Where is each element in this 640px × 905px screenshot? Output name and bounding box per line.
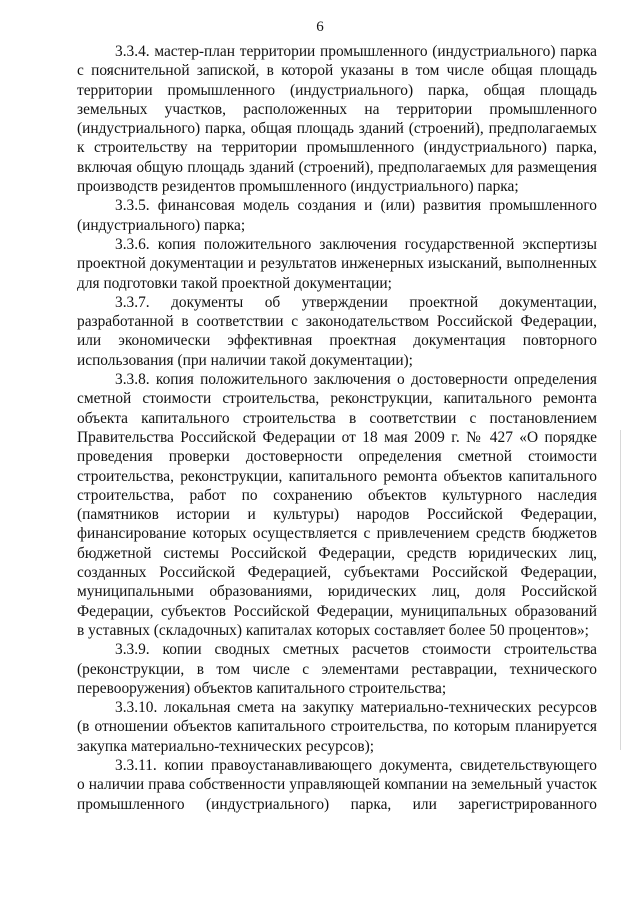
text-line: земельных участков, расположенных на территории промышленного <box>77 100 597 118</box>
text-line: 3.3.10. локальная смета на закупку материально-технических ресурсов <box>115 699 597 717</box>
text-line: созданных Российской Федерацией, субъектами Российской Федерации, <box>77 564 597 582</box>
text-line: бюджетной системы Российской Федерации, средств юридических лиц, <box>77 544 597 562</box>
text-line: перевооружения) объектов капитального строительства; <box>77 679 447 697</box>
text-line: производств резидентов промышленного (индустриального) парка; <box>77 178 519 196</box>
text-line: к строительству на территории промышленного (индустриального) парка, <box>77 139 597 157</box>
text-line: включая общую площадь зданий (строений), предполагаемых для размещения <box>77 158 597 176</box>
paragraph-p3311 <box>77 756 597 814</box>
text-line: сметной стоимости строительства, реконструкции, капитального ремонта <box>77 390 597 408</box>
text-line: закупка материально-технических ресурсов); <box>77 737 374 755</box>
text-line: финансирование которых осуществляется с привлечением средств бюджетов <box>77 525 597 543</box>
text-line: территории промышленного (индустриального) парка, общая площадь <box>77 81 597 99</box>
text-line: 3.3.5. финансовая модель создания и (или) развития промышленного <box>115 197 597 215</box>
text-line: Федерации, субъектов Российской Федерации, муниципальных образований <box>77 602 597 620</box>
paragraph-p339 <box>77 640 597 698</box>
paragraph-p338 <box>77 370 597 640</box>
text-line: проектной документации и результатов инженерных изысканий, выполненных <box>77 255 597 273</box>
scan-edge-line <box>620 430 621 750</box>
text-line: объекта капитального строительства в соответствии с постановлением <box>77 409 597 427</box>
text-line: 3.3.9. копии сводных сметных расчетов стоимости строительства <box>115 641 597 659</box>
paragraph-p335 <box>77 196 597 235</box>
text-line: Правительства Российской Федерации от 18 мая 2009 г. № 427 «О порядке <box>77 428 597 446</box>
paragraph-p337 <box>77 293 597 370</box>
text-line: (индустриального) парка, общая площадь зданий (строений), предполагаемых <box>77 120 597 138</box>
text-line: о наличии права собственности управляющей компании на земельный участок <box>77 776 597 794</box>
document-body <box>77 42 597 814</box>
page-number: 6 <box>316 19 324 35</box>
paragraph-p336 <box>77 235 597 293</box>
text-line: (индустриального) парка; <box>77 216 246 234</box>
text-line: разработанной в соответствии с законодательством Российской Федерации, <box>77 313 597 331</box>
text-line: проведения проверки достоверности определения сметной стоимости <box>77 448 597 466</box>
text-line: (реконструкции, в том числе с элементами реставрации, технического <box>77 660 597 678</box>
text-line: муниципальными образованиями, юридических лиц, доля Российской <box>77 583 597 601</box>
paragraph-p334 <box>77 42 597 196</box>
text-line: (в отношении объектов капитального строительства, по которым планируется <box>77 718 597 736</box>
text-line: использования (при наличии такой документации); <box>77 351 413 369</box>
paragraph-p3310 <box>77 698 597 756</box>
text-line: для подготовки такой проектной документации; <box>77 274 392 292</box>
text-line: 3.3.8. копия положительного заключения о достоверности определения <box>115 371 597 389</box>
text-line: с пояснительной запиской, в которой указаны в том числе общая площадь <box>77 62 597 80</box>
text-line: 3.3.7. документы об утверждении проектной документации, <box>115 293 597 311</box>
text-line: 3.3.11. копии правоустанавливающего документа, свидетельствующего <box>115 756 597 774</box>
text-line: (памятников истории и культуры) народов Российской Федерации, <box>77 506 597 524</box>
text-line: строительства, работ по сохранению объектов культурного наследия <box>77 486 597 504</box>
text-line: промышленного (индустриального) парка, или зарегистрированного <box>77 795 597 813</box>
text-line: строительства, реконструкции, капитального ремонта объектов капитального <box>77 467 597 485</box>
text-line: или экономически эффективная проектная документация повторного <box>77 332 597 350</box>
text-line: 3.3.4. мастер-план территории промышленного (индустриального) парка <box>115 43 597 60</box>
text-line: 3.3.6. копия положительного заключения государственной экспертизы <box>115 235 597 253</box>
text-line: в уставных (складочных) капиталах которых составляет более 50 процентов»; <box>77 621 589 639</box>
